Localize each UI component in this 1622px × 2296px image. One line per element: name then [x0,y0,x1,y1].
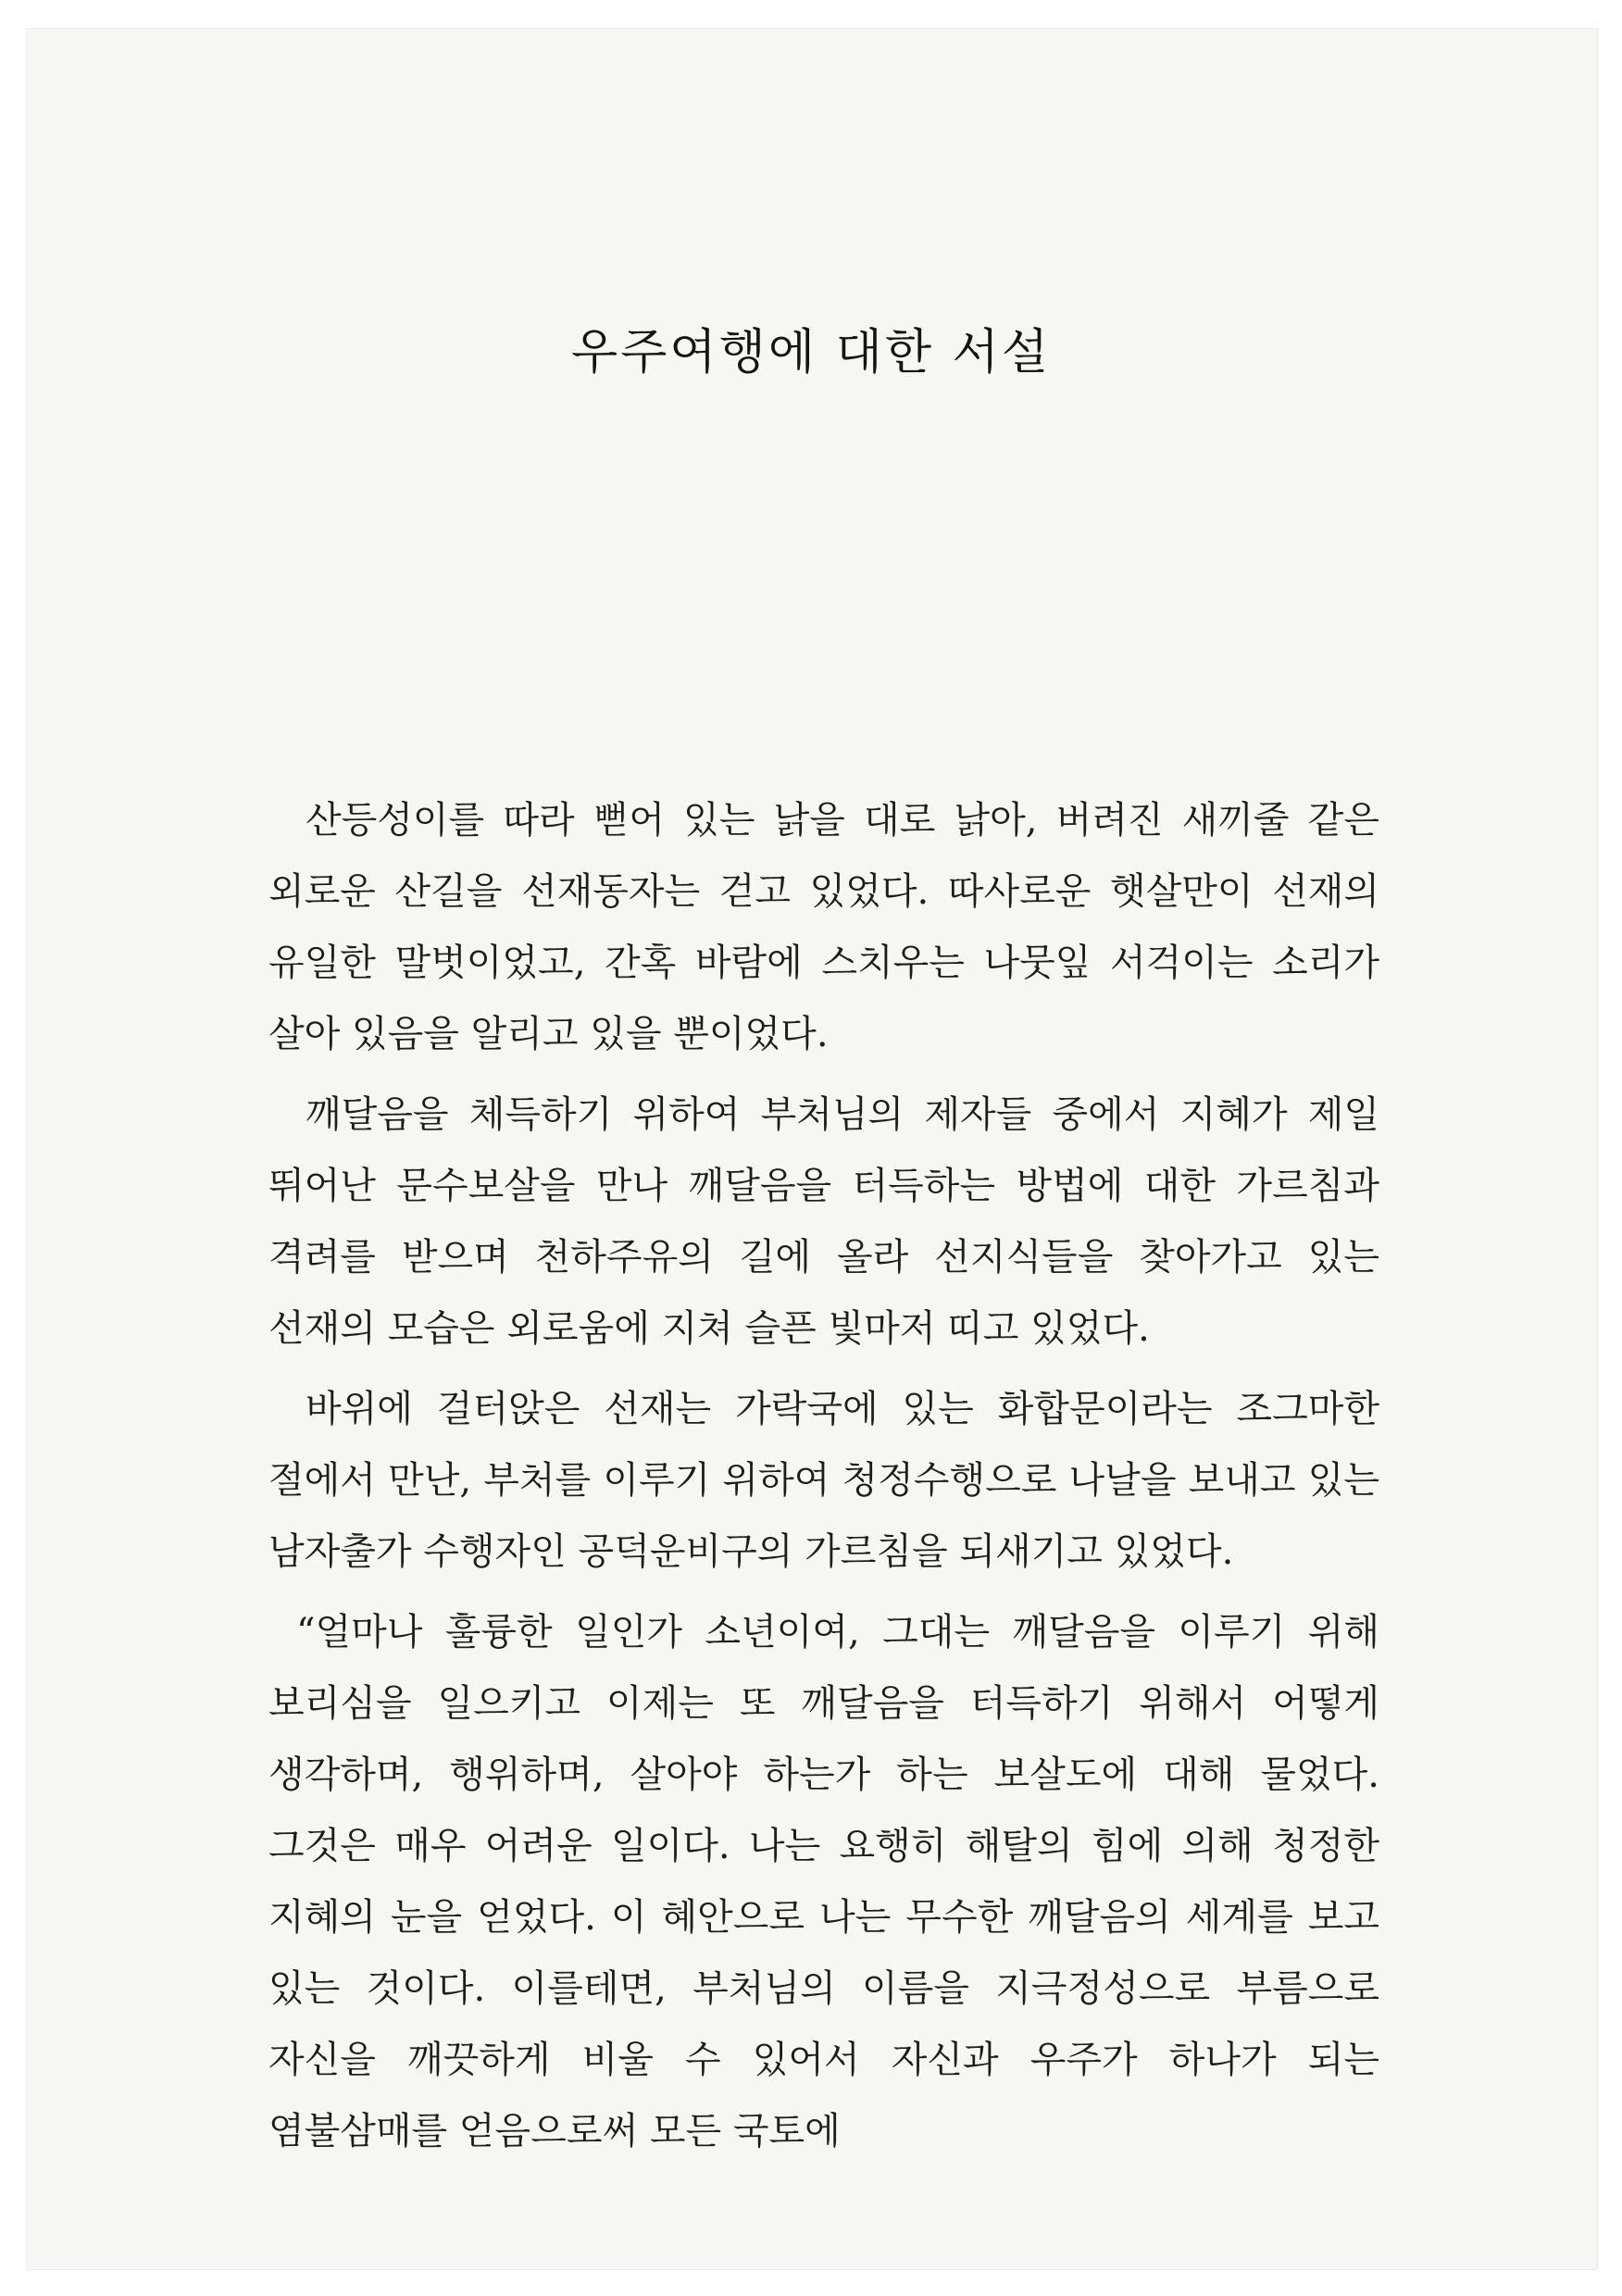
body-text [268,785,1379,2177]
page-title: 우주여행에 대한 서설 [570,325,1052,381]
paragraph-1: 산등성이를 따라 뻗어 있는 낡을 대로 낡아, 버려진 새끼줄 같은 외로운 산길을 선재동자는 걷고 있었다. 따사로운 햇살만이 선재의 유일한 말벗이었고, 간혹 바람에 스치우는 나뭇잎 서걱이는 소리가 살아 있음을 알리고 있을 뿐이었다. [268,799,1379,1055]
paragraph-3: 바위에 걸터앉은 선재는 가락국에 있는 화합문이라는 조그마한 절에서 만난, 부처를 이루기 위하여 청정수행으로 나날을 보내고 있는 남자출가 수행자인 공덕운비구의 가르침을 되새기고 있었다. [268,1388,1379,1573]
paragraph-4: “얼마나 훌륭한 일인가 소년이여, 그대는 깨달음을 이루기 위해 보리심을 일으키고 이제는 또 깨달음을 터득하기 위해서 어떻게 생각하며, 행위하며, 살아야 하는가 하는 보살도에 대해 물었다. 그것은 매우 어려운 일이다. 나는 요행히 해탈의 힘에 의해 청정한 지혜의 눈을 얻었다. 이 혜안으로 나는 무수한 깨달음의 세계를 보고 있는 것이다. 이를테면, 부처님의 이름을 지극정성으로 부름으로 자신을 깨끗하게 비울 수 있어서 자신과 우주가 하나가 되는 염불삼매를 얻음으로써 모든 국토에 [268,1611,1379,2152]
paragraph-2: 깨달음을 체득하기 위하여 부처님의 제자들 중에서 지혜가 제일 뛰어난 문수보살을 만나 깨달음을 터득하는 방법에 대한 가르침과 격려를 받으며 천하주유의 길에 올라 선지식들을 찾아가고 있는 선재의 모습은 외로움에 지쳐 슬픈 빛마저 띠고 있었다. [268,1093,1379,1350]
